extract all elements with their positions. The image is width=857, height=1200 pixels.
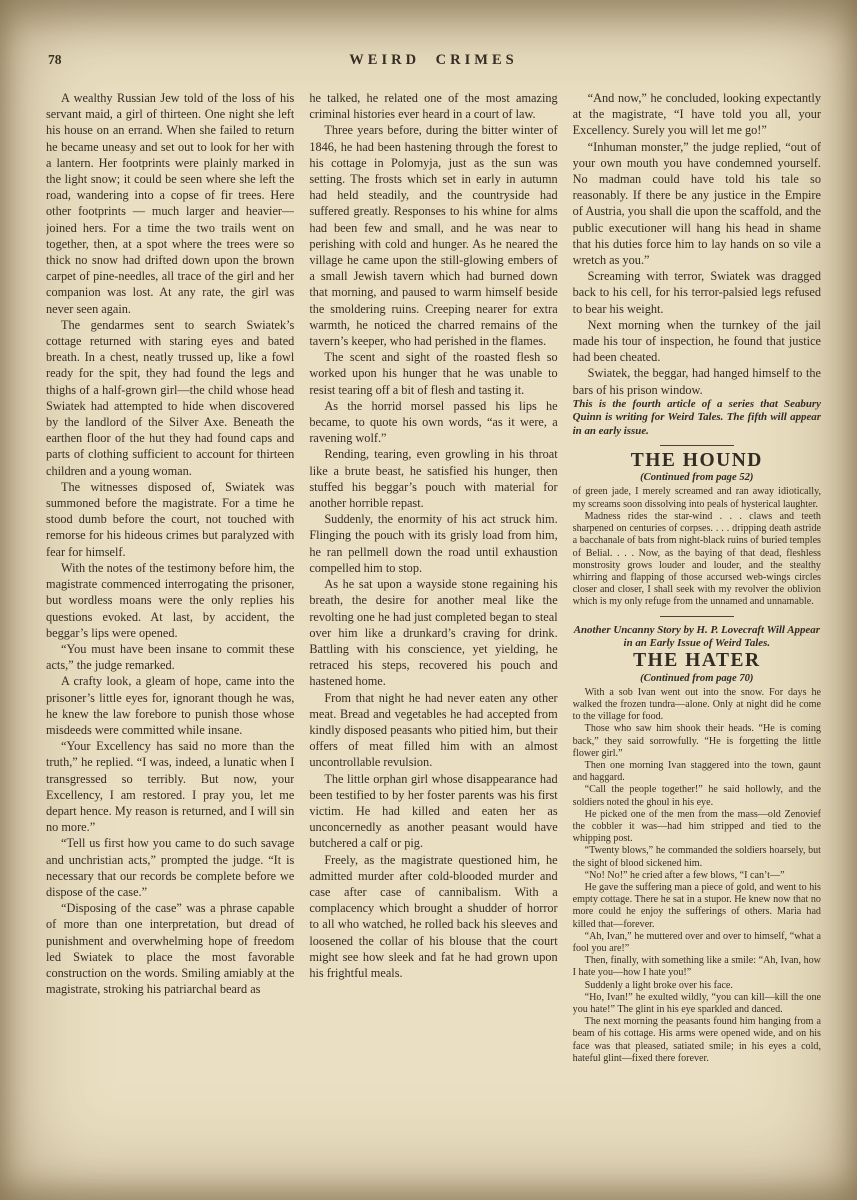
paragraph: As the horrid morsel passed his lips he became, to quote his own words, “as it were, a ravening wolf.”	[309, 398, 558, 446]
paragraph: As he sat upon a wayside stone regaining his breath, the desire for another meal like the revolting one he had just completed began to steal over him like a drunkard’s craving for drink. Battling with his conscience, yet yielding, he retraced his steps, recovered his pouch and hastened home.	[309, 577, 558, 689]
paragraph: Suddenly a light broke over his face.	[584, 979, 733, 991]
paragraph: Madness rides the star-wind . . . claws and teeth sharpened on centuries of corpses. . . . dripping death astride a bacchanale of bats from night-black ruins of buried temples of Belial. . . . Now, as the baying of that dead, fleshless monstrosity grows louder and louder, and the stealthy whirring and flapping of those accursed web-wings circles closer and closer, I shall seek with my revolver the oblivion which is my only refuge from the unnamed and unnamable.	[572, 510, 821, 608]
paragraph: The next morning the peasants found him hanging from a beam of his cottage. His arms were opened wide, and on his face was that pleased, satiated smile; in his eyes a cold, hateful glint—fixed there forever.	[572, 1016, 821, 1064]
paragraph: “Ho, Ivan!” he exulted wildly, “you can kill—kill the one you hate!” The glint in his eye sparkled and danced.	[572, 991, 821, 1016]
paragraph: A wealthy Russian Jew told of the loss of his servant maid, a girl of thirteen. One night she left his house on an errand. When she failed to return he became uneasy and set out to look for her with a lantern. Her footprints were plainly marked in the light snow; it could be seen where she left the road, wandering into a copse of fir trees. Here other footprints — much larger and heavier—joined hers. For a time the two trails went on together, then, at a spot where the trees were so thick no snow had drifted down upon the brown carpet of pine-needles, all trace of the girl and her companion was lost. At any rate, the girl was never seen again.	[46, 91, 295, 316]
column-middle	[309, 90, 557, 1152]
column-right	[573, 90, 821, 1152]
series-note: This is the fourth article of a series that Seabury Quinn is writing for Weird Tales. The fifth will appear in an early issue.	[572, 397, 821, 437]
paragraph: “Tell us first how you came to do such savage and unchristian acts,” prompted the judge. “It is necessary that our records be complete before we dispose of the case.”	[46, 836, 295, 899]
hater-title: THE HATER	[633, 650, 761, 672]
paragraph: “And now,” he concluded, looking expectantly at the magistrate, “I have told you all, your Excellency. Surely you will let me go!”	[572, 91, 821, 138]
paragraph: Next morning when the turnkey of the jail made his tour of inspection, he found that justice had been cheated.	[572, 317, 821, 365]
weird-crimes-ending	[573, 90, 821, 398]
paragraph: He picked one of the men from the mass—old Zenovief the cobbler it was—had him stripped and tied to the whipping post.	[572, 808, 821, 845]
paragraph: “Call the people together!” he said hollowly, and the soldiers noted the ghoul in his eye.	[572, 784, 821, 808]
paragraph: A crafty look, a gleam of hope, came into the prisoner’s little eyes for, ignorant though he was, he knew the law forebore to punish those whose misdeeds were committed while insane.	[46, 674, 295, 737]
running-head: WEIRD CRIMES	[349, 52, 518, 68]
section-divider	[660, 445, 734, 446]
paragraph: The witnesses disposed of, Swiatek was summoned before the magistrate. For a time he stood dumb before the court, not touched with remorse for his hideous crimes but paralyzed with fear for himself.	[46, 479, 295, 559]
paragraph: “Disposing of the case” was a phrase capable of more than one interpretation, but dread of punishment and overwhelming hope of freedom led Swiatek to place the most favorable construction on the words. Smiling amiably at the magistrate, stroking his patriarchal beard as	[46, 901, 295, 997]
paragraph: The gendarmes sent to search Swiatek’s cottage returned with staring eyes and bated breath. In a chest, neatly trussed up, like a fowl ready for the spit, they had found the legs and thighs of a half-grown girl—the child whose head Swiatek had attempted to hide when discovered by the landlord of the Silver Axe. Beneath the earthen floor of the hut they had found caps and parts of clothing sufficient to account for thirteen children and a young woman.	[46, 317, 295, 478]
paragraph: He gave the suffering man a piece of gold, and went to his empty cottage. There he sat in a stupor. He knew now that no more could he enjoy the sufferings of others. Maria had killed that—forever.	[572, 881, 821, 930]
hound-text	[573, 486, 821, 608]
paragraph: Freely, as the magistrate questioned him, he admitted murder after cold-blooded murder and case after case of cannibalism. With a complacency which brought a shudder of horror to all who watched, he rolled back his sleeves and loosened the collar of his blouse that the court might see how sleek and fat he had grown upon his frightful meals.	[309, 852, 558, 980]
paragraph: of green jade, I merely screamed and ran away idiotically, my screams soon dissolving into peals of hysterical laughter.	[572, 486, 821, 510]
paragraph: Swiatek, the beggar, had hanged himself to the bars of his prison window.	[572, 366, 821, 397]
paragraph: Then one morning Ivan staggered into the town, gaunt and haggard.	[572, 759, 821, 784]
paragraph: Screaming with terror, Swiatek was dragged back to his cell, for his terror-palsied legs refused to bear his weight.	[572, 269, 821, 316]
text-columns	[46, 90, 821, 1152]
paragraph: The little orphan girl whose disappearance had been testified to by her foster parents was his first victim. He had killed and eaten her as unconcernedly as another peasant would have butchered a calf or pig.	[309, 771, 558, 851]
section-divider	[660, 616, 734, 617]
hater-text	[573, 687, 821, 1065]
paragraph: “Inhuman monster,” the judge replied, “out of your own mouth you have condemned yourself. No madman could have told his tale so reasonably. If there be any justice in the Empire of Austria, you shall die upon the scaffold, and the public executioner will hang his head in shame that his duties force him to lay hands on so vile a wretch as you.”	[572, 139, 821, 268]
paragraph: With the notes of the testimony before him, the magistrate commenced interrogating the prisoner, but wordless moans were the only replies his questions evoked. At last, by accident, the beggar’s lips were opened.	[46, 560, 295, 640]
column-left	[46, 90, 294, 1152]
paragraph: From that night he had never eaten any other meat. Bread and vegetables he had accepted from kindly disposed peasants who pitied him, but their offers of meat filled him with an almost uncontrollable revulsion.	[309, 690, 558, 770]
paragraph: “Your Excellency has said no more than the truth,” he replied. “I was, indeed, a lunatic when I transgressed so terribly. But now, your Excellency, I am restored. I pray you, let me depart hence. My reason is returned, and I will sin no more.”	[46, 739, 295, 835]
paragraph: “You must have been insane to commit these acts,” the judge remarked.	[46, 641, 295, 673]
paragraph: Then, finally, with something like a smile: “Ah, Ivan, how I hate you—how I hate you!”	[572, 955, 821, 979]
page-number: 78	[48, 52, 62, 67]
paragraph: “Twenty blows,” he commanded the soldiers hoarsely, but the sight of blood sickened him.	[572, 845, 821, 869]
paragraph: The scent and sight of the roasted flesh so worked upon his hunger that he was unable to resist tearing off a bit of flesh and tasting it.	[309, 350, 558, 397]
lovecraft-promo: Another Uncanny Story by H. P. Lovecraft Will Appear in an Early Issue of Weird Tales.	[573, 623, 820, 649]
paragraph: Suddenly, the enormity of his act struck him. Flinging the pouch with its grisly load from him, he ran pellmell down the road until exhaustion compelled him to stop.	[309, 512, 558, 575]
paragraph: With a sob Ivan went out into the snow. For days he walked the frozen tundra—alone. Only at night did he come to the village for food.	[572, 686, 821, 723]
paragraph: Rending, tearing, even growling in his throat like a brute beast, he satisfied his hunger, then stuffed his beggar’s pouch with material for another horrible repast.	[309, 447, 558, 511]
hound-title: THE HOUND	[630, 450, 763, 472]
hound-continued-note: (Continued from page 52)	[640, 472, 754, 484]
paragraph: “Ah, Ivan,” he muttered over and over to himself, “what a fool you are!”	[572, 930, 821, 954]
page-header	[46, 52, 821, 78]
paragraph: he talked, he related one of the most amazing criminal histories ever heard in a court of law.	[309, 91, 558, 122]
paragraph: Those who saw him shook their heads. “He is coming back,” they said sorrowfully. “He is forgetting the little flower girl.”	[572, 723, 821, 759]
paragraph: “No! No!” he cried after a few blows, “I can’t—”	[584, 869, 785, 881]
paragraph: Three years before, during the bitter winter of 1846, he had been hastening through the forest to his cottage in Polomyja, just as the sun was setting. The frosts which set in early in autumn had held steadily, and the countryside had suffered greatly. Responses to his whine for alms had been few and small, and he was near to perishing with cold and hunger. As he neared the village he came upon the still-glowing embers of a small Jewish tavern which had burned down that morning, and paused to warm himself beside the smoldering ruins. Creeping nearer for extra warmth, he noticed the charred remains of the tavern’s keeper, who had perished in the flames.	[309, 123, 558, 349]
hater-continued-note: (Continued from page 70)	[640, 672, 754, 684]
